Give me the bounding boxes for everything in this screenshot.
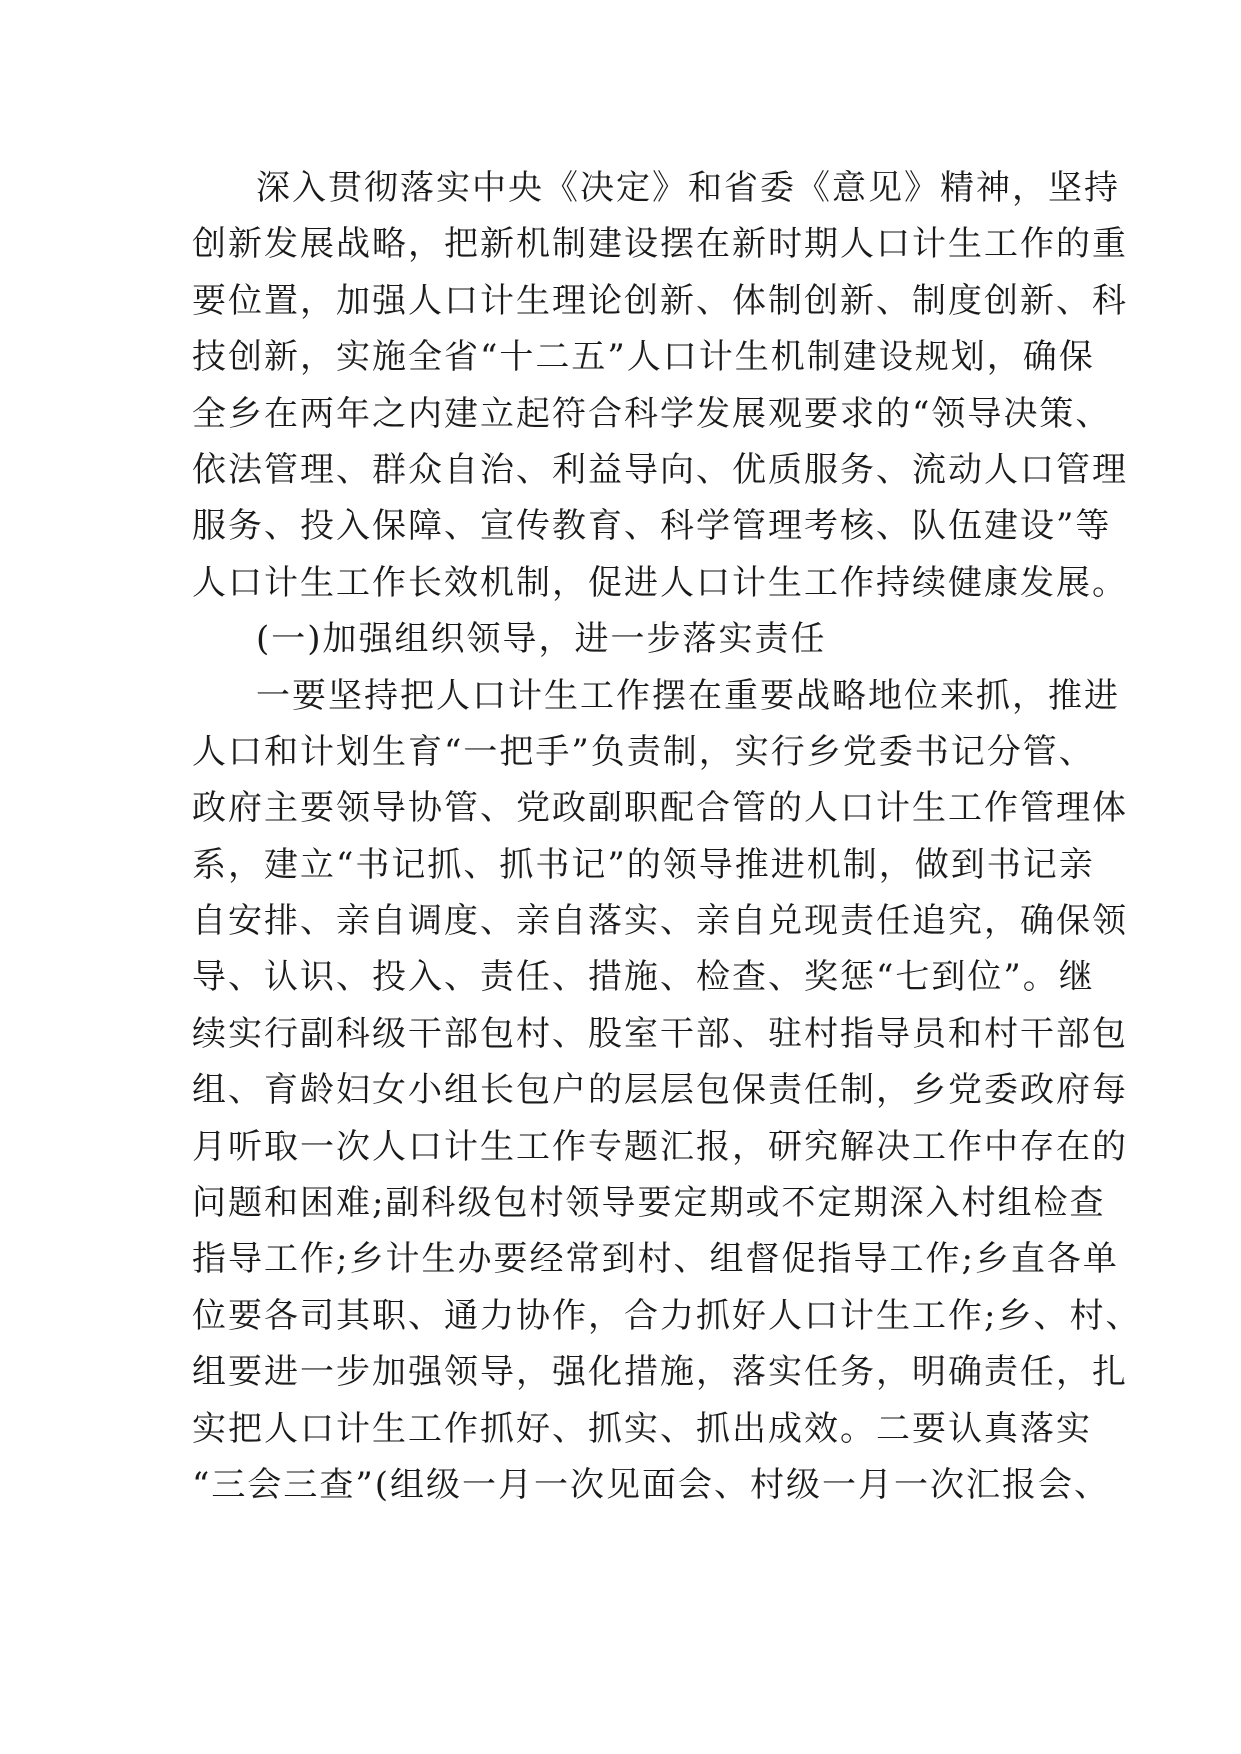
section-heading: (一)加强组织领导，进一步落实责任 — [256, 619, 827, 660]
paragraph-line: 依法管理、群众自治、利益导向、优质服务、流动人口管理 — [192, 449, 1128, 490]
paragraph-line: 服务、投入保障、宣传教育、科学管理考核、队伍建设”等 — [192, 506, 1112, 547]
paragraph-line: 实把人口计生工作抓好、抓实、抓出成效。二要认真落实 — [192, 1408, 1092, 1449]
paragraph-line: 指导工作;乡计生办要经常到村、组督促指导工作;乡直各单 — [192, 1239, 1119, 1280]
paragraph-line: 位要各司其职、通力协作，合力抓好人口计生工作;乡、村、 — [192, 1295, 1142, 1336]
paragraph-line: 深入贯彻落实中央《决定》和省委《意见》精神，坚持 — [256, 168, 1120, 208]
paragraph-line: 一要坚持把人口计生工作摆在重要战略地位来抓，推进 — [256, 675, 1120, 716]
paragraph-line: 人口和计划生育“一把手”负责制，实行乡党委书记分管、 — [192, 731, 1095, 772]
paragraph-line: “三会三查”(组级一月一次见面会、村级一月一次汇报会、 — [192, 1464, 1111, 1505]
paragraph-line: 全乡在两年之内建立起符合科学发展观要求的“领导决策、 — [192, 393, 1112, 434]
paragraph-line: 月听取一次人口计生工作专题汇报，研究解决工作中存在的 — [192, 1126, 1128, 1167]
paragraph-line: 要位置，加强人口计生理论创新、体制创新、制度创新、科 — [192, 280, 1128, 321]
body-text — [192, 160, 1142, 1513]
paragraph-line: 续实行副科级干部包村、股室干部、驻村指导员和村干部包 — [192, 1013, 1128, 1054]
paragraph-line: 导、认识、投入、责任、措施、检查、奖惩“七到位”。继 — [192, 957, 1095, 998]
paragraph-line: 系，建立“书记抓、抓书记”的领导推进机制，做到书记亲 — [192, 844, 1095, 885]
paragraph-line: 组、育龄妇女小组长包户的层层包保责任制，乡党委政府每 — [192, 1070, 1128, 1111]
paragraph-line: 人口计生工作长效机制，促进人口计生工作持续健康发展。 — [192, 562, 1128, 603]
paragraph-line: 自安排、亲自调度、亲自落实、亲自兑现责任追究，确保领 — [192, 901, 1128, 942]
paragraph-line: 创新发展战略，把新机制建设摆在新时期人口计生工作的重 — [192, 224, 1128, 265]
paragraph-line: 问题和困难;副科级包村领导要定期或不定期深入村组检查 — [192, 1183, 1106, 1224]
paragraph-line: 政府主要领导协管、党政副职配合管的人口计生工作管理体 — [192, 788, 1128, 829]
paragraph-line: 组要进一步加强领导，强化措施，落实任务，明确责任，扎 — [192, 1352, 1128, 1393]
paragraph-line: 技创新，实施全省“十二五”人口计生机制建设规划，确保 — [192, 337, 1095, 378]
